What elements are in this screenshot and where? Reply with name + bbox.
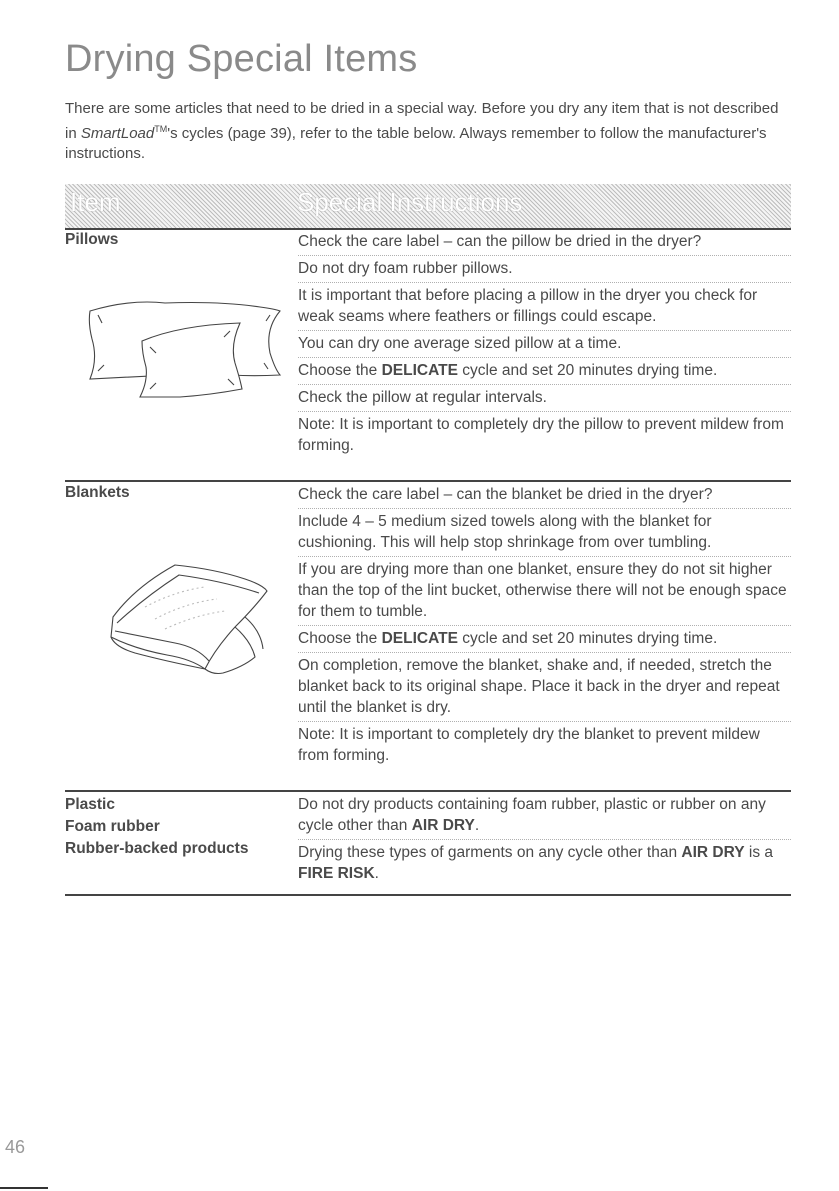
footer-rule	[0, 1187, 48, 1189]
item-label-foam-rubber: Foam rubber	[65, 818, 160, 835]
section-plastic	[65, 792, 791, 896]
cycle-name: DELICATE	[381, 362, 458, 379]
instruction-row: Check the care label – can the pillow be dried in the dryer?	[298, 229, 791, 256]
instruction-row: On completion, remove the blanket, shake and, if needed, stretch the blanket back to its original shape. Place it back in the dryer and repeat until the blanket is dry.	[298, 653, 791, 722]
instruction-text: Choose the	[298, 362, 382, 379]
instruction-row: Note: It is important to completely dry the pillow to prevent mildew from forming.	[298, 416, 784, 454]
cycle-name: AIR DRY	[411, 817, 475, 834]
intro-paragraph	[65, 99, 780, 164]
cycle-name: DELICATE	[381, 630, 458, 647]
pillows-instructions	[298, 229, 791, 459]
instruction-row: Note: It is important to completely dry the blanket to prevent mildew from forming.	[298, 726, 760, 764]
instruction-text: cycle and set 20 minutes drying time.	[457, 362, 718, 379]
item-label-plastic: Plastic	[65, 796, 115, 813]
page-title: Drying Special Items	[65, 38, 418, 80]
instruction-row: You can dry one average sized pillow at a time.	[298, 331, 791, 358]
item-label-pillows: Pillows	[65, 231, 119, 248]
brand-name: SmartLoad	[80, 125, 155, 142]
pillows-illustration-icon	[70, 289, 285, 404]
instruction-row: It is important that before placing a pillow in the dryer you check for weak seams where feathers or fillings could escape.	[298, 283, 791, 331]
blanket-illustration-icon	[105, 557, 275, 682]
section-pillows	[65, 229, 791, 482]
instruction-text: .	[374, 865, 379, 882]
instruction-text: Drying these types of garments on any cycle other than	[298, 844, 682, 861]
instruction-row: Include 4 – 5 medium sized towels along with the blanket for cushioning. This will help stop shrinkage from over tumbling.	[298, 509, 791, 557]
blankets-instructions	[298, 482, 791, 769]
instruction-text: .	[474, 817, 480, 834]
cycle-name: AIR DRY	[681, 844, 745, 861]
instruction-row	[298, 626, 791, 653]
page-number: 46	[5, 1137, 26, 1157]
warning-text: FIRE RISK	[298, 865, 375, 882]
instruction-text: cycle and set 20 minutes drying time.	[457, 630, 718, 647]
instruction-row: Do not dry foam rubber pillows.	[298, 256, 791, 283]
intro-text-2: 's cycles (page 39), refer to the table below. Always remember to follow the manufacturer's instructions.	[65, 125, 767, 162]
instruction-text: is a	[744, 844, 773, 861]
instruction-text: Choose the	[298, 630, 382, 647]
section-blankets	[65, 482, 791, 792]
intro-text-1: There are some articles that need to be dried in a special way. Before you dry any item that is not described in	[65, 100, 779, 142]
instruction-row: Check the care label – can the blanket be dried in the dryer?	[298, 482, 791, 509]
instruction-row	[298, 358, 791, 385]
instruction-row: If you are drying more than one blanket, ensure they do not sit higher than the top of the lint bucket, otherwise there will not be enough space for them to tumble.	[298, 557, 791, 626]
instruction-row	[298, 792, 791, 840]
table-header	[65, 184, 791, 230]
instruction-text: Do not dry products containing foam rubber, plastic or rubber on any cycle other than	[298, 796, 766, 834]
header-item: Item	[70, 187, 121, 217]
item-label-blankets: Blankets	[65, 484, 130, 501]
item-labels-plastic	[65, 794, 248, 860]
header-special-instructions: Special Instructions	[297, 187, 523, 217]
instruction-row: Check the pillow at regular intervals.	[298, 385, 791, 412]
instruction-row	[298, 840, 791, 887]
plastic-instructions	[298, 792, 791, 887]
trademark-mark: TM	[154, 124, 168, 134]
item-label-rubber-backed: Rubber-backed products	[65, 840, 249, 857]
